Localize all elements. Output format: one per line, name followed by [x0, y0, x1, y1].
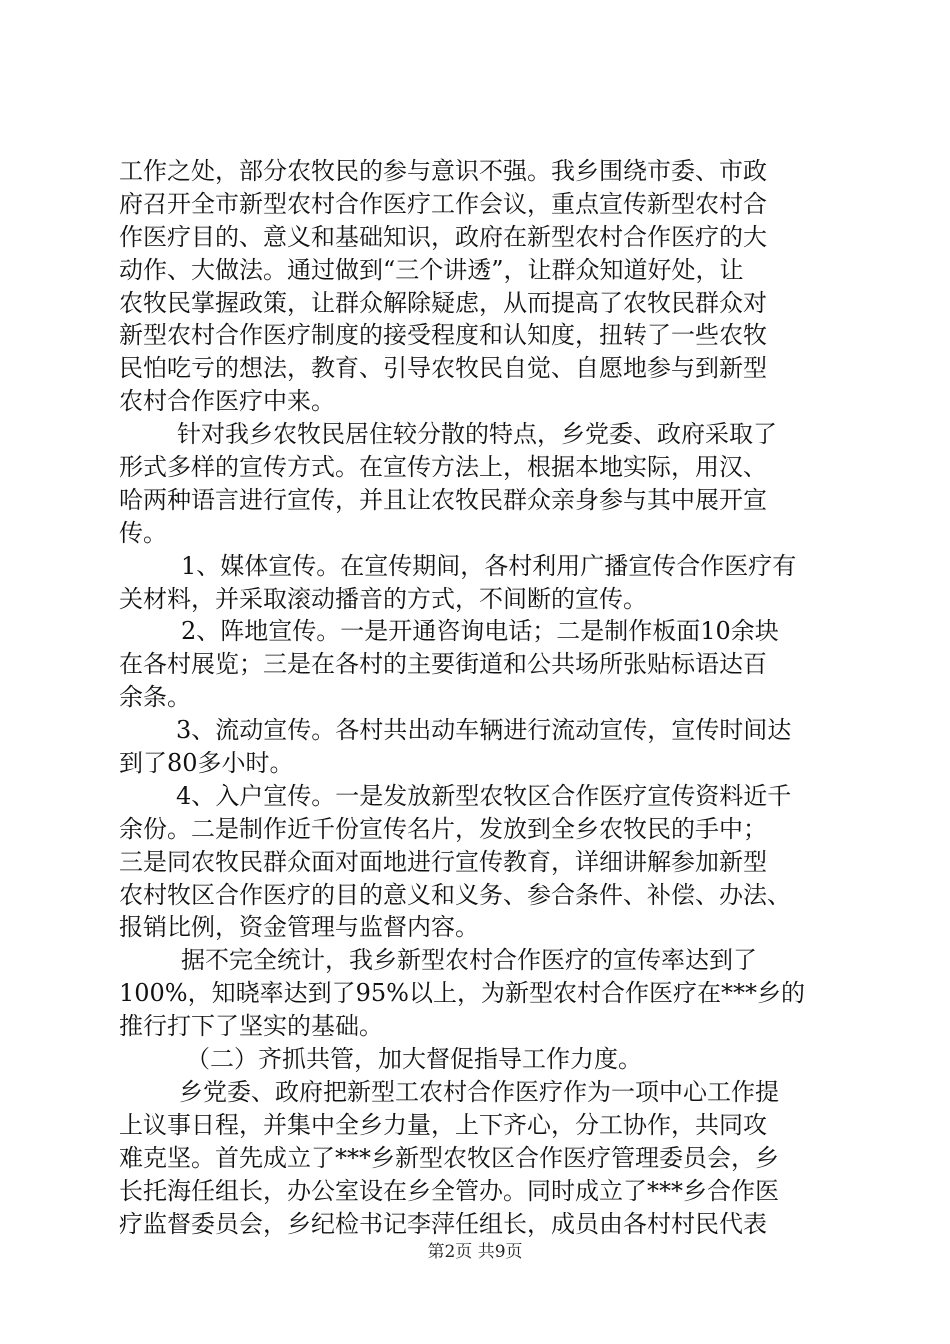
text-line: 新型农村合作医疗制度的接受程度和认知度，扭转了一些农牧 [119, 321, 767, 350]
text-line: 农村合作医疗中来。 [119, 387, 335, 416]
text-line: 难克坚。首先成立了***乡新型农牧区合作医疗管理委员会，乡 [119, 1143, 779, 1172]
text-line: 报销比例，资金管理与监督内容。 [119, 913, 479, 942]
text-line: 形式多样的宣传方式。在宣传方法上，根据本地实际，用汉、 [119, 453, 767, 482]
list-item-household-publicity: 4、入户宣传。一是发放新型农牧区合作医疗宣传资料近千 [176, 781, 792, 810]
text-line: 在各村展览；三是在各村的主要街道和公共场所张贴标语达百 [119, 650, 767, 679]
text-line: 作医疗目的、意义和基础知识，政府在新型农村合作医疗的大 [119, 222, 767, 251]
text-line: 农村牧区合作医疗的目的意义和义务、参合条件、补偿、办法、 [119, 880, 791, 909]
section-heading: （二）齐抓共管，加大督促指导工作力度。 [186, 1045, 642, 1074]
text-line: 三是同农牧民群众面对面地进行宣传教育，详细讲解参加新型 [119, 847, 767, 876]
paragraph-first-line: 乡党委、政府把新型工农村合作医疗作为一项中心工作提 [179, 1077, 779, 1106]
text-line: 农牧民掌握政策，让群众解除疑虑，从而提高了农牧民群众对 [119, 288, 767, 317]
text-line: 府召开全市新型农村合作医疗工作会议，重点宣传新型农村合 [119, 189, 767, 218]
paragraph-first-line: 据不完全统计，我乡新型农村合作医疗的宣传率达到了 [181, 946, 757, 975]
paragraph-first-line: 针对我乡农牧民居住较分散的特点，乡党委、政府采取了 [177, 420, 777, 449]
page-number-footer: 第2页 共9页 [427, 1242, 523, 1262]
text-line: 动作、大做法。通过做到“三个讲透”，让群众知道好处，让 [119, 255, 744, 284]
text-line: 哈两种语言进行宣传，并且让农牧民群众亲身参与其中展开宣 [119, 485, 767, 514]
list-item-mobile-publicity: 3、流动宣传。各村共出动车辆进行流动宣传，宣传时间达 [176, 716, 792, 745]
text-line: 上议事日程，并集中全乡力量，上下齐心，分工协作，共同攻 [119, 1110, 767, 1139]
text-line: 工作之处，部分农牧民的参与意识不强。我乡围绕市委、市政 [119, 157, 767, 185]
list-item-media-publicity: 1、媒体宣传。在宣传期间，各村利用广播宣传合作医疗有 [181, 551, 797, 580]
text-line: 余份。二是制作近千份宣传名片，发放到全乡农牧民的手中； [119, 814, 767, 843]
text-line: 到了80多小时。 [119, 749, 294, 778]
text-line: 民怕吃亏的想法，教育、引导农牧民自觉、自愿地参与到新型 [119, 354, 767, 383]
text-line: 疗监督委员会，乡纪检书记李萍任组长，成员由各村村民代表 [119, 1209, 767, 1238]
document-body [119, 155, 839, 1240]
text-line: 余条。 [119, 683, 191, 712]
text-line: 关材料，并采取滚动播音的方式，不间断的宣传。 [119, 584, 647, 613]
list-item-site-publicity: 2、阵地宣传。一是开通咨询电话；二是制作板面10余块 [181, 617, 779, 646]
text-line: 推行打下了坚实的基础。 [119, 1012, 383, 1041]
text-line: 长托海任组长，办公室设在乡全管办。同时成立了***乡合作医 [119, 1176, 779, 1205]
text-line: 100%，知晓率达到了95%以上，为新型农村合作医疗在***乡的 [119, 979, 805, 1008]
text-line: 传。 [119, 518, 167, 547]
